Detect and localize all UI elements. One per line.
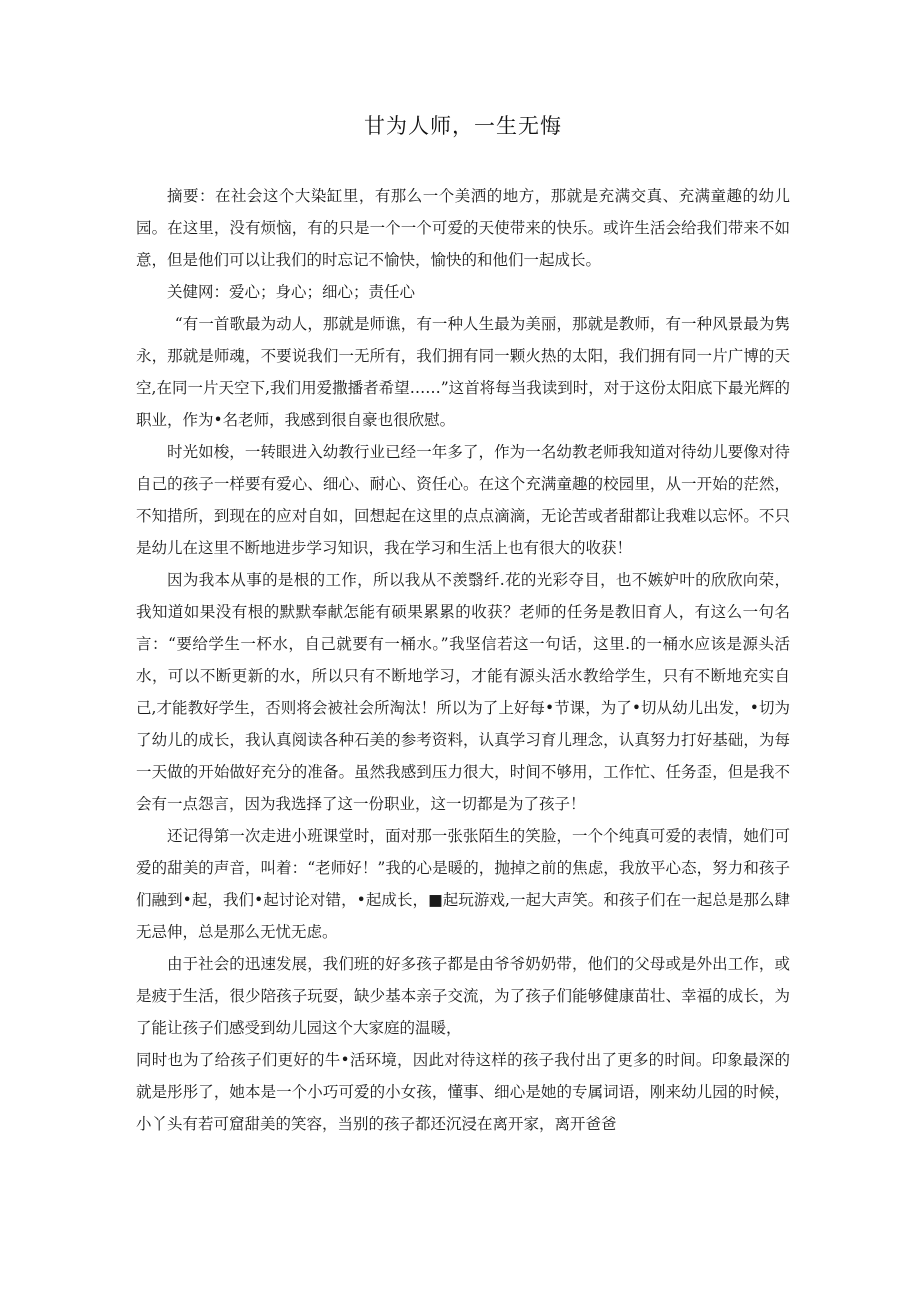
body-paragraph-3: 因为我本从事的是根的工作，所以我从不羡翳纤.花的光彩夺目，也不嫉妒叶的欣欣向荣，我知道如果没有根的默默奉献怎能有硕果累累的收获？老师的任务是教旧育人，有这么一句名言：“要给学生一杯水，自己就要有一桶水。”我坚信若这一句话，这里.的一桶水应该是源头活水，可以不断更新的水，所以只有不断地学习，才能有源头活水教给学生，只有不断地充实自己,才能教好学生，否则将会被社会所淘汰！所以为了上好每•节课，为了•切从幼儿出发，•切为了幼儿的成长，我认真阅读各种石美的参考资料，认真学习育儿理念，认真努力打好基础，为每一天做的开始做好充分的准备。虽然我感到压力很大，时间不够用，工作忙、任务歪，但是我不会有一点怨言，因为我选择了这一份职业，这一切都是为了孩子！ (136, 571, 790, 813)
abstract-paragraph: 摘要：在社会这个大染缸里，有那么一个美洒的地方，那就是充满交真、充满童趣的幼儿园。在这里，没有烦恼，有的只是一个一个可爱的天使带来的快乐。或许生活会给我们带来不如意，但是他们可以让我们的时忘记不愉快，愉快的和他们一起成长。 (136, 187, 790, 269)
body-paragraph-1: “有一首歌最为动人，那就是师谯，有一种人生最为美丽，那就是教师，有一种风景最为隽永，那就是师魂，不要说我们一无所有，我们拥有同一颗火热的太阳，我们拥有同一片广博的天空,在同一片天空下,我们用爱撒播者希望……”这首将每当我读到时，对于这份太阳底下最光辉的职业，作为•名老师，我感到很自豪也很欣慰。 (136, 315, 790, 429)
keywords-line: 关健网：爱心；身心；细心；责任心 (167, 283, 416, 301)
body-paragraph-2: 时光如梭，一转眼进入幼教行业已经一年多了，作为一名幼教老师我知道对待幼儿要像对待自己的孩子一样要有爱心、细心、耐心、资任心。在这个充满童趣的校园里，从一开始的茫然，不知措所，到现在的应对自如，回想起在这里的点点滴滴，无论苦或者甜都让我难以忘怀。不只是幼儿在这里不断地进步学习知识，我在学习和生活上也有很大的收获！ (136, 443, 790, 557)
document-page (136, 110, 790, 1140)
body-paragraph-continuation: 同时也为了给孩子们更好的牛•活环境，因此对待这样的孩子我付出了更多的时间。印象最深的就是彤彤了，她本是一个小巧可爱的小女孩，懂事、细心是她的专属词语，刚来幼儿园的时候，小丫头有若可窟甜美的笑容，当别的孩子都还沉浸在离开家，离开爸爸 (136, 1051, 790, 1133)
body-paragraph-5: 由于社会的迅速发展，我们班的好多孩子都是由爷爷奶奶带，他们的父母或是外出工作，或是疲于生活，很少陪孩子玩耍，缺少基本亲子交流，为了孩子们能够健康苗壮、幸福的成长，为了能让孩子们感受到幼儿园这个大家庭的温暖， (136, 955, 790, 1037)
document-title: 甘为人师，一生无悔 (364, 114, 562, 138)
body-paragraph-4: 还记得第一次走进小班课堂时，面对那一张张陌生的笑脸，一个个纯真可爱的表情，她们可爱的甜美的声音，叫着：“老师好！”我的心是暖的，抛掉之前的焦虑，我放平心态，努力和孩子们融到•起，我们•起讨论对错，•起成长，■起玩游戏,一起大声笑。和孩子们在一起总是那么肆无忌伸，总是那么无忧无虑。 (136, 827, 790, 941)
